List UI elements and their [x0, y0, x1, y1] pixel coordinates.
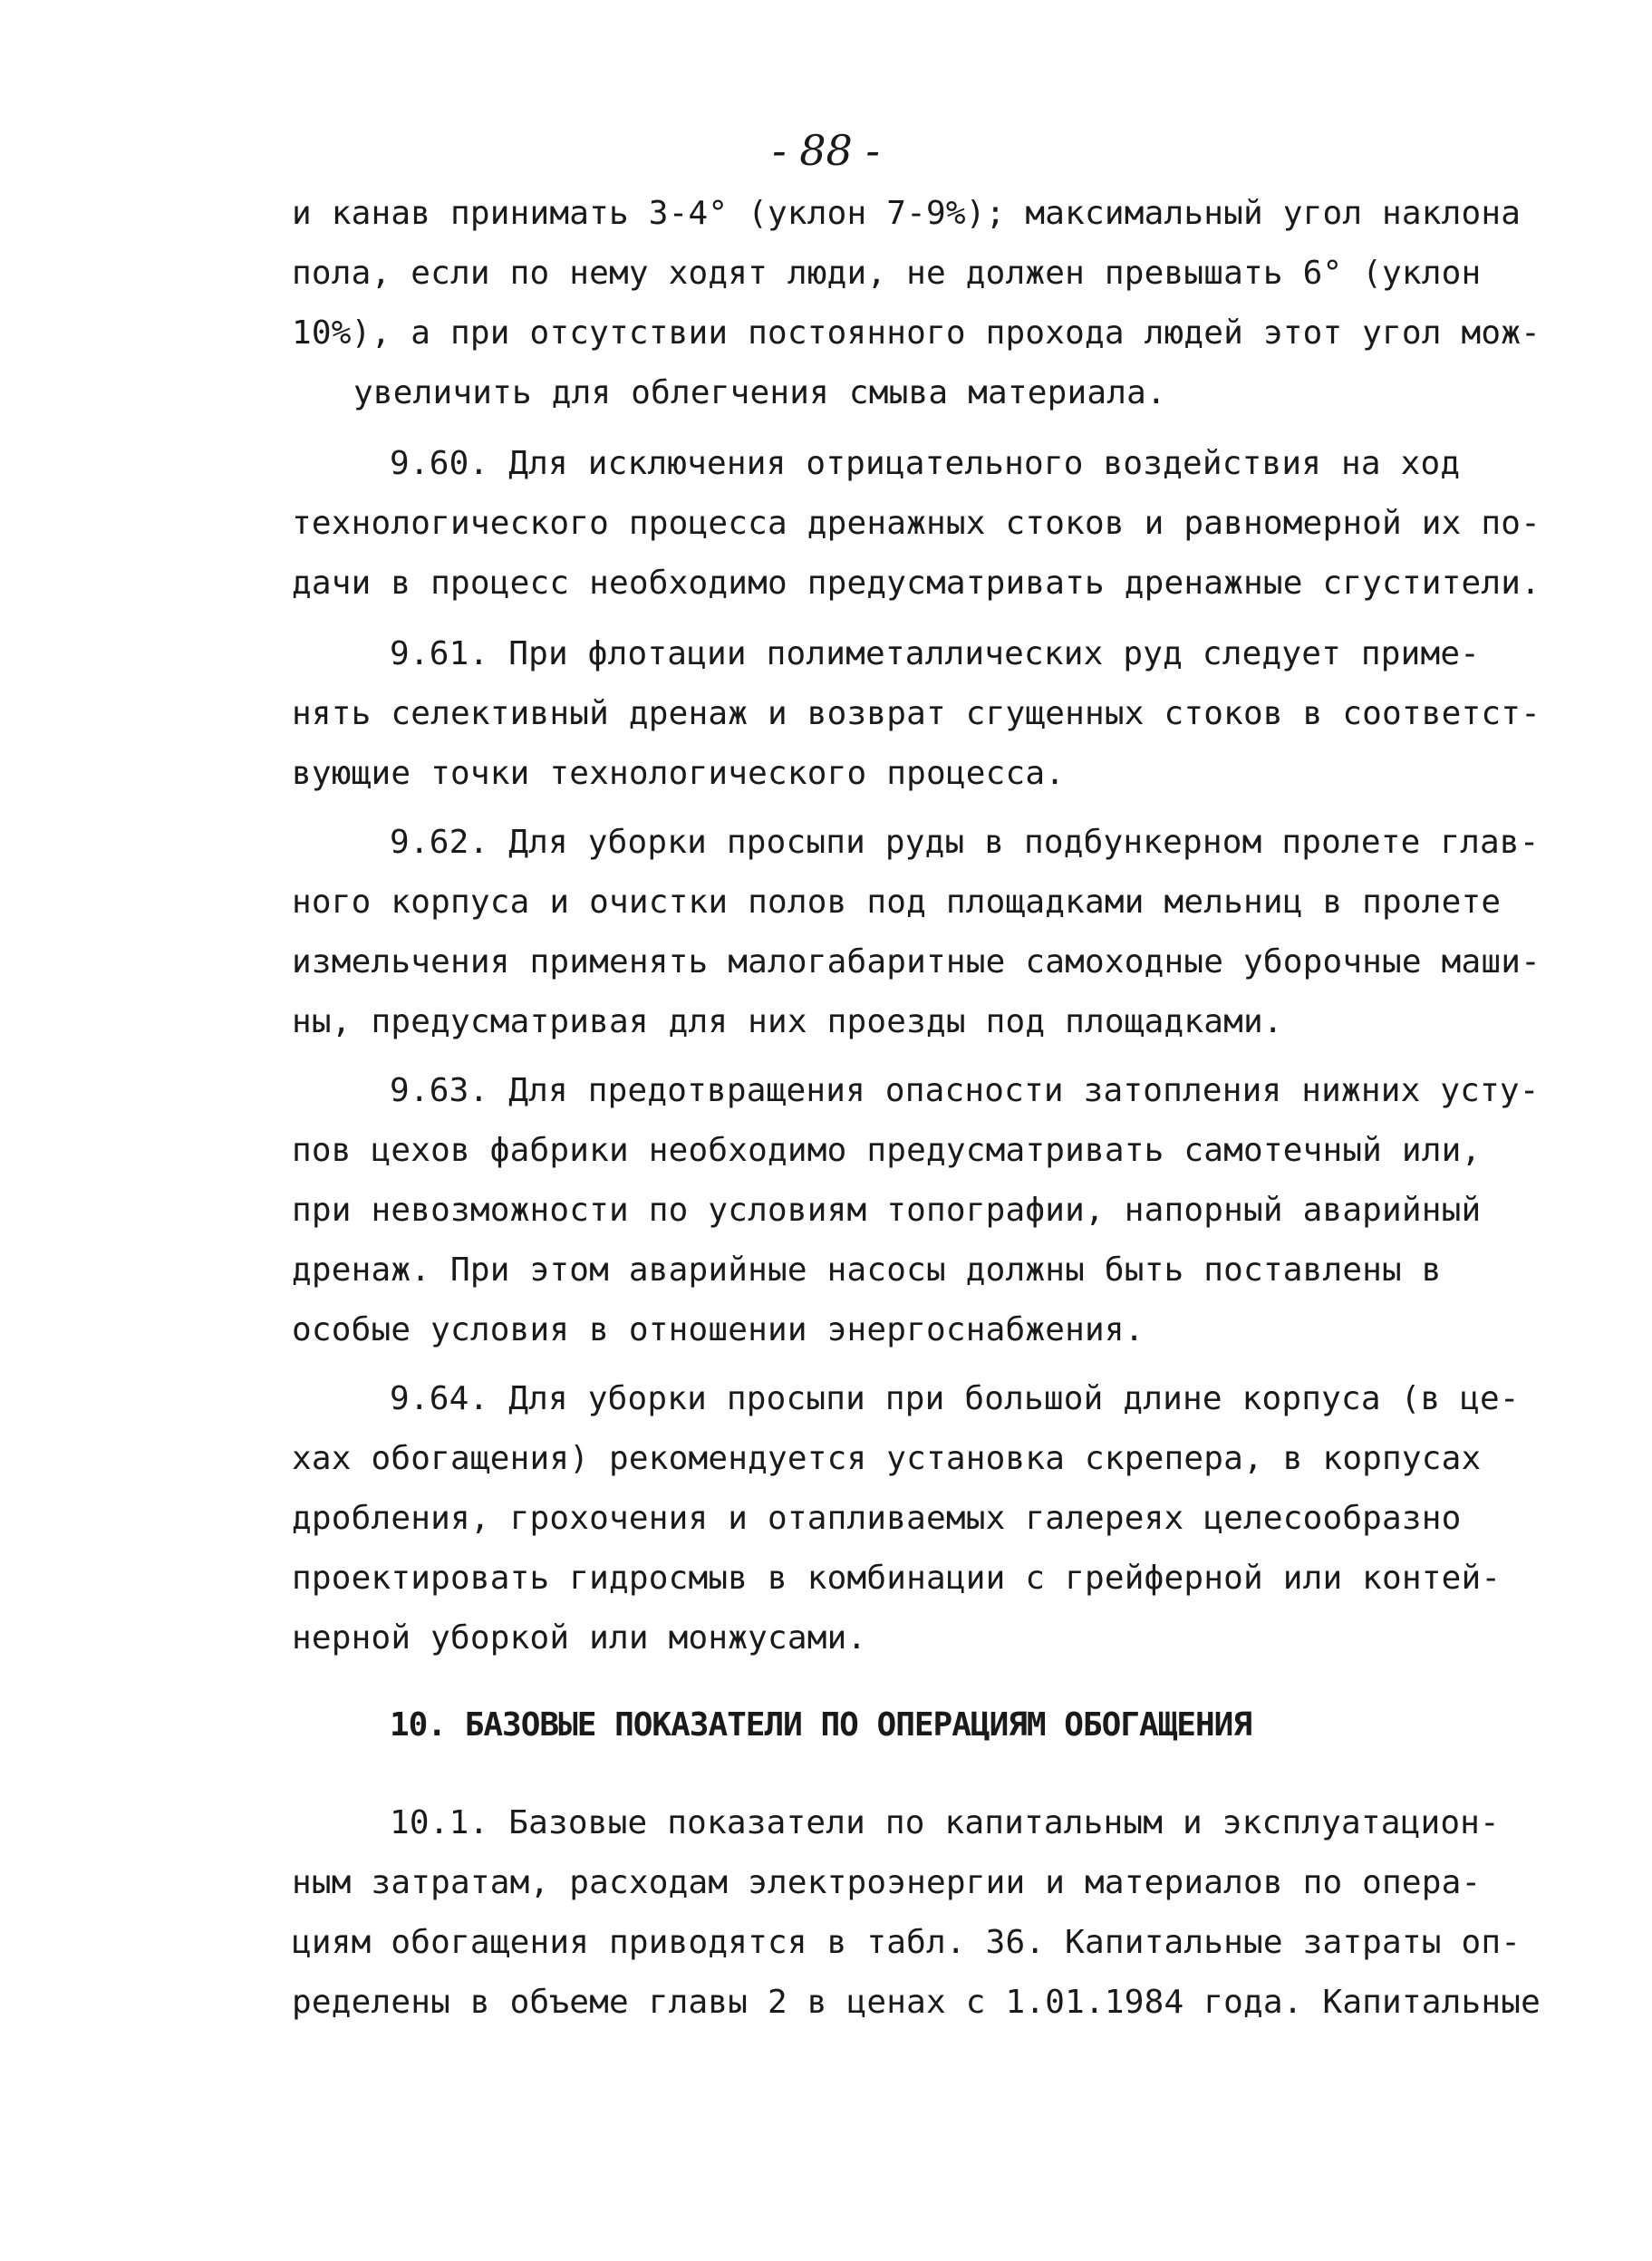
text-line: вующие точки технологического процесса.: [292, 755, 1066, 792]
text-line: 10%), а при отсутствии постоянного прохода людей этот угол мож-: [292, 314, 1541, 352]
text-line: технологического процесса дренажных стоков и равномерной их по-: [292, 505, 1541, 542]
text-line: ределены в объеме главы 2 в ценах с 1.01.1984 года. Капитальные: [292, 1984, 1541, 2021]
text-line: дачи в процесс необходимо предусматривать дренажные сгустители.: [292, 565, 1541, 602]
paragraph-start: 9.63. Для предотвращения опасности затопления нижних усту-: [390, 1072, 1540, 1109]
text-line: увеличить для облегчения смыва материала.: [353, 374, 1166, 411]
text-line: ного корпуса и очистки полов под площадками мельниц в пролете: [292, 884, 1502, 921]
text-line: дренаж. При этом аварийные насосы должны быть поставлены в: [292, 1251, 1442, 1289]
text-line: ны, предусматривая для них проезды под площадками.: [292, 1003, 1283, 1040]
text-line: дробления, грохочения и отапливаемых галереях целесообразно: [292, 1500, 1462, 1537]
text-line: особые условия в отношении энергоснабжения.: [292, 1311, 1145, 1348]
text-line: при невозможности по условиям топографии, напорный аварийный: [292, 1192, 1482, 1229]
text-line: проектировать гидросмыв в комбинации с грейферной или контей-: [292, 1560, 1502, 1597]
paragraph-start: 9.60. Для исключения отрицательного воздействия на ход: [390, 445, 1461, 482]
paragraph-start: 9.62. Для уборки просыпи руды в подбункерном пролете глав-: [390, 824, 1540, 861]
paragraph-start: 10.1. Базовые показатели по капитальным и эксплуатацион-: [390, 1804, 1500, 1841]
text-line: измельчения применять малогабаритные самоходные уборочные маши-: [292, 943, 1541, 981]
text-line: нерной уборкой или монжусами.: [292, 1619, 867, 1657]
text-line: нять селективный дренаж и возврат сгущенных стоков в соответст-: [292, 695, 1541, 732]
text-line: хах обогащения) рекомендуется установка скрепера, в корпусах: [292, 1440, 1482, 1477]
paragraph-start: 9.64. Для уборки просыпи при большой длине корпуса (в це-: [390, 1380, 1520, 1417]
section-heading: 10. БАЗОВЫЕ ПОКАЗАТЕЛИ ПО ОПЕРАЦИЯМ ОБОГАЩЕНИЯ: [390, 1706, 1251, 1744]
paragraph-start: 9.61. При флотации полиметаллических руд следует приме-: [390, 635, 1481, 672]
page-number: - 88 -: [772, 126, 880, 175]
text-line: и канав принимать 3-4° (уклон 7-9%); максимальный угол наклона: [292, 195, 1522, 232]
text-line: пов цехов фабрики необходимо предусматривать самотечный или,: [292, 1132, 1482, 1169]
text-line: пола, если по нему ходят люди, не должен превышать 6° (уклон: [292, 255, 1482, 292]
text-line: циям обогащения приводятся в табл. 36. Капитальные затраты оп-: [292, 1924, 1522, 1961]
text-line: ным затратам, расходам электроэнергии и материалов по опера-: [292, 1864, 1482, 1901]
